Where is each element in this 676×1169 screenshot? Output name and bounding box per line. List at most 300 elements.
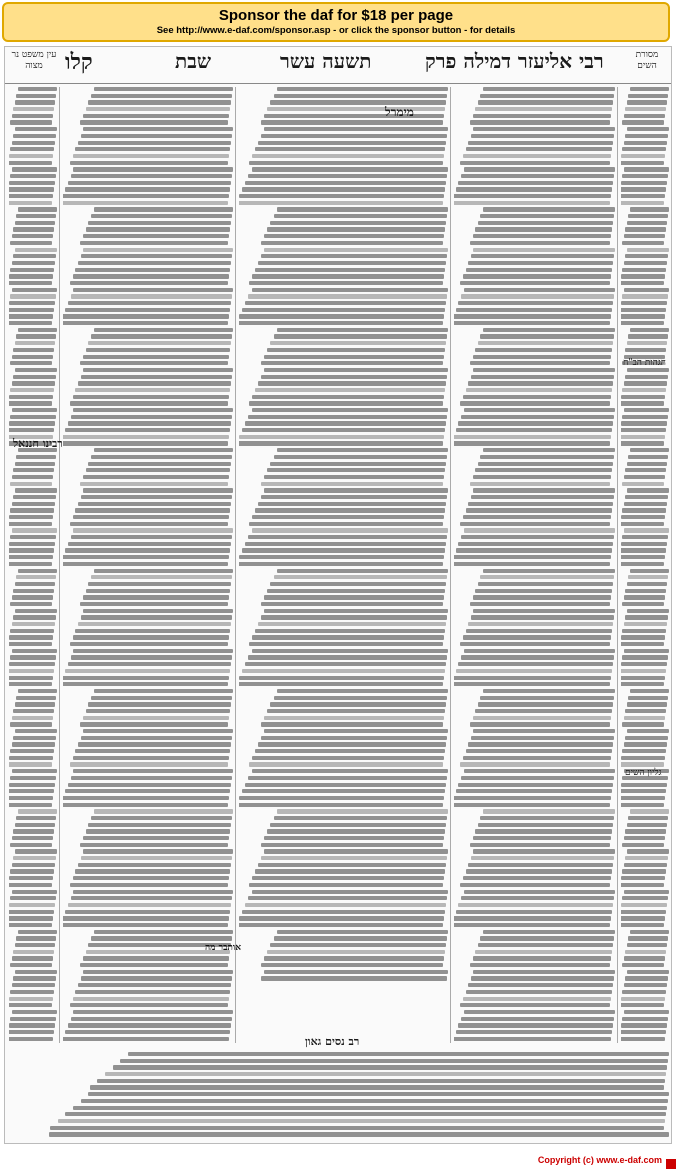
text-line	[264, 234, 444, 238]
text-line	[73, 890, 233, 894]
text-line	[245, 903, 446, 907]
text-line	[70, 1003, 228, 1007]
text-line	[68, 662, 231, 666]
text-line	[621, 401, 664, 405]
text-line	[624, 983, 667, 987]
text-line	[466, 990, 613, 994]
text-line	[274, 696, 447, 700]
text-line	[73, 274, 229, 278]
text-line	[628, 575, 668, 579]
text-line	[471, 254, 614, 258]
text-line	[621, 642, 664, 646]
text-line	[83, 475, 229, 479]
text-line	[9, 161, 52, 165]
text-line	[63, 555, 229, 559]
text-line	[470, 120, 610, 124]
text-line	[621, 669, 666, 673]
text-line	[83, 609, 233, 613]
text-line	[454, 441, 610, 445]
text-line	[625, 254, 668, 258]
text-line	[624, 716, 665, 720]
text-line	[242, 669, 445, 673]
text-line	[473, 970, 615, 974]
text-line	[9, 181, 55, 185]
tractate-name: שבת	[175, 49, 211, 73]
text-line	[627, 849, 669, 853]
text-line	[88, 702, 231, 706]
text-line	[12, 956, 53, 960]
text-line	[12, 528, 57, 532]
text-line	[621, 682, 664, 686]
text-line	[71, 655, 233, 659]
text-line	[470, 361, 610, 365]
copyright-notice[interactable]: Copyright (c) www.e-daf.com	[537, 1155, 662, 1165]
text-line	[94, 569, 233, 573]
text-line	[81, 976, 232, 980]
page-header	[5, 47, 671, 84]
text-line	[18, 207, 57, 211]
text-line	[9, 274, 53, 278]
text-line	[9, 301, 55, 305]
text-line	[624, 381, 667, 385]
text-line	[270, 943, 446, 947]
text-line	[483, 207, 615, 211]
text-line	[239, 682, 443, 686]
text-line	[454, 923, 610, 927]
right-margin-title: מסורת השים	[635, 50, 659, 71]
text-line	[83, 248, 233, 252]
text-line	[16, 816, 56, 820]
text-line	[239, 194, 444, 198]
text-line	[624, 595, 665, 599]
text-line	[83, 127, 233, 131]
text-line	[245, 421, 446, 425]
text-line	[58, 1119, 665, 1123]
text-line	[624, 649, 669, 653]
text-line	[624, 141, 667, 145]
text-line	[63, 562, 228, 566]
text-line	[625, 736, 668, 740]
text-line	[12, 408, 57, 412]
text-line	[478, 943, 613, 947]
text-line	[90, 1085, 664, 1089]
text-line	[622, 294, 668, 298]
text-line	[13, 107, 54, 111]
text-line	[466, 629, 613, 633]
text-line	[621, 441, 664, 445]
text-line	[249, 642, 443, 646]
text-line	[13, 950, 54, 954]
text-line	[10, 843, 52, 847]
text-line	[264, 970, 448, 974]
text-line	[252, 515, 444, 519]
text-line	[63, 1037, 229, 1041]
text-line	[63, 682, 228, 686]
text-line	[16, 455, 56, 459]
text-line	[621, 883, 664, 887]
text-line	[464, 890, 615, 894]
text-line	[248, 415, 447, 419]
text-line	[70, 642, 228, 646]
text-line	[9, 395, 53, 399]
text-line	[464, 167, 615, 171]
text-line	[461, 415, 614, 419]
text-line	[252, 635, 444, 639]
text-line	[621, 916, 665, 920]
text-line	[622, 1017, 668, 1021]
text-line	[621, 395, 665, 399]
text-line	[458, 783, 613, 787]
text-line	[10, 722, 52, 726]
text-line	[252, 154, 444, 158]
text-line	[73, 756, 229, 760]
text-line	[624, 622, 667, 626]
text-line	[478, 823, 613, 827]
text-line	[454, 555, 611, 559]
text-line	[621, 181, 667, 185]
text-line	[630, 809, 669, 813]
text-line	[81, 1099, 668, 1103]
text-line	[71, 535, 233, 539]
text-line	[9, 676, 53, 680]
text-line	[480, 214, 614, 218]
text-line	[10, 1017, 56, 1021]
text-line	[81, 375, 232, 379]
text-line	[458, 903, 613, 907]
text-line	[65, 428, 230, 432]
text-line	[94, 809, 233, 813]
text-line	[267, 468, 445, 472]
text-line	[458, 1023, 613, 1027]
text-line	[78, 983, 231, 987]
text-line	[91, 455, 232, 459]
text-line	[80, 963, 228, 967]
text-line	[454, 682, 610, 686]
text-line	[73, 769, 233, 773]
text-line	[621, 1037, 665, 1041]
text-line	[454, 321, 610, 325]
text-line	[470, 482, 610, 486]
text-line	[621, 1023, 667, 1027]
text-line	[480, 696, 614, 700]
text-line	[473, 355, 611, 359]
text-line	[628, 455, 668, 459]
text-line	[267, 107, 445, 111]
text-line	[249, 522, 443, 526]
text-line	[627, 488, 669, 492]
text-line	[86, 589, 231, 593]
text-line	[480, 816, 614, 820]
text-line	[252, 649, 448, 653]
text-line	[463, 154, 611, 158]
text-line	[80, 120, 228, 124]
text-line	[242, 548, 445, 552]
text-line	[458, 542, 613, 546]
text-line	[258, 742, 446, 746]
text-line	[88, 823, 231, 827]
text-line	[13, 736, 56, 740]
text-line	[15, 368, 57, 372]
text-line	[9, 542, 55, 546]
text-line	[621, 876, 665, 880]
text-line	[255, 749, 445, 753]
text-line	[248, 294, 447, 298]
text-line	[267, 709, 445, 713]
text-line	[78, 502, 231, 506]
text-line	[480, 455, 614, 459]
text-line	[252, 167, 448, 171]
text-line	[460, 522, 610, 526]
text-line	[261, 736, 447, 740]
text-line	[454, 1037, 611, 1041]
text-line	[81, 736, 232, 740]
text-line	[274, 455, 447, 459]
text-line	[12, 649, 57, 653]
text-line	[625, 468, 666, 472]
text-line	[78, 141, 231, 145]
text-line	[261, 722, 443, 726]
text-line	[239, 441, 443, 445]
text-line	[473, 595, 611, 599]
text-line	[81, 615, 232, 619]
text-line	[9, 916, 53, 920]
text-line	[88, 462, 231, 466]
text-line	[264, 836, 444, 840]
text-line	[264, 114, 444, 118]
text-line	[261, 976, 447, 980]
text-line	[624, 890, 669, 894]
text-line	[91, 696, 232, 700]
text-line	[252, 876, 444, 880]
text-line	[625, 856, 668, 860]
text-line	[16, 214, 56, 218]
tosafot-start-word: אותבר מה	[205, 943, 241, 953]
text-line	[480, 334, 614, 338]
text-line	[83, 956, 229, 960]
text-line	[15, 729, 57, 733]
text-line	[277, 689, 448, 693]
text-line	[13, 495, 56, 499]
text-line	[9, 321, 52, 325]
text-line	[473, 609, 615, 613]
text-line	[270, 702, 446, 706]
text-line	[13, 468, 54, 472]
text-line	[471, 134, 614, 138]
text-line	[277, 930, 448, 934]
text-line	[464, 1010, 615, 1014]
text-line	[12, 1010, 57, 1014]
text-line	[622, 535, 668, 539]
text-line	[78, 742, 231, 746]
text-line	[478, 341, 613, 345]
text-line	[78, 261, 231, 265]
text-line	[65, 789, 230, 793]
text-line	[15, 127, 57, 131]
text-line	[13, 254, 56, 258]
text-line	[475, 107, 612, 111]
left-margin-title: עין משפט נר מצוה	[11, 50, 57, 71]
text-line	[239, 321, 443, 325]
text-line	[245, 181, 446, 185]
text-line	[261, 120, 443, 124]
text-line	[73, 515, 229, 519]
text-line	[10, 963, 52, 967]
text-line	[473, 368, 615, 372]
text-line	[91, 94, 232, 98]
talmud-page	[4, 46, 672, 1144]
text-line	[625, 589, 666, 593]
text-line	[277, 87, 448, 91]
text-line	[83, 729, 233, 733]
text-line	[73, 395, 229, 399]
text-line	[9, 642, 52, 646]
text-line	[264, 127, 448, 131]
text-line	[252, 395, 444, 399]
text-line	[258, 141, 446, 145]
text-line	[478, 221, 613, 225]
text-line	[458, 301, 613, 305]
text-line	[81, 856, 232, 860]
text-line	[65, 187, 230, 191]
text-line	[622, 722, 664, 726]
text-line	[270, 221, 446, 225]
text-line	[9, 187, 54, 191]
text-line	[10, 749, 54, 753]
text-line	[622, 990, 666, 994]
text-line	[83, 849, 233, 853]
text-line	[10, 294, 56, 298]
text-line	[454, 435, 611, 439]
text-line	[458, 421, 613, 425]
text-line	[483, 87, 615, 91]
text-line	[625, 495, 668, 499]
text-line	[120, 1059, 668, 1063]
text-line	[65, 910, 230, 914]
text-line	[466, 268, 613, 272]
text-line	[71, 776, 233, 780]
text-line	[9, 308, 54, 312]
text-line	[622, 655, 668, 659]
text-line	[627, 221, 667, 225]
text-line	[628, 94, 668, 98]
text-line	[252, 288, 448, 292]
text-line	[264, 488, 448, 492]
text-line	[63, 194, 229, 198]
text-line	[628, 936, 668, 940]
text-line	[18, 328, 57, 332]
text-line	[9, 515, 53, 519]
text-line	[86, 829, 231, 833]
text-line	[621, 194, 665, 198]
text-line	[460, 762, 610, 766]
text-line	[624, 288, 669, 292]
text-line	[460, 161, 610, 165]
text-line	[456, 308, 612, 312]
text-line	[470, 963, 610, 967]
text-line	[264, 716, 444, 720]
text-line	[91, 214, 232, 218]
text-line	[621, 428, 666, 432]
text-line	[264, 475, 444, 479]
text-line	[12, 836, 53, 840]
text-line	[621, 635, 665, 639]
text-line	[12, 288, 57, 292]
text-line	[86, 107, 231, 111]
text-line	[252, 528, 448, 532]
sponsor-button[interactable]	[666, 1159, 676, 1169]
text-line	[18, 809, 57, 813]
sponsor-subtitle[interactable]: See http://www.e-daf.com/sponsor.asp - or click the sponsor button - for details	[156, 25, 516, 36]
text-line	[621, 421, 667, 425]
text-line	[9, 762, 52, 766]
text-line	[10, 361, 52, 365]
text-line	[239, 676, 444, 680]
text-line	[625, 976, 668, 980]
text-line	[627, 341, 667, 345]
text-line	[264, 956, 444, 960]
text-line	[10, 174, 56, 178]
text-line	[622, 147, 666, 151]
text-line	[621, 1003, 664, 1007]
text-line	[483, 930, 615, 934]
text-line	[249, 161, 443, 165]
text-line	[63, 803, 228, 807]
text-line	[83, 716, 229, 720]
text-line	[50, 1126, 664, 1130]
text-line	[249, 762, 443, 766]
text-line	[113, 1065, 667, 1069]
text-line	[9, 876, 53, 880]
text-line	[75, 629, 230, 633]
text-line	[83, 595, 229, 599]
text-line	[454, 676, 611, 680]
text-line	[622, 174, 668, 178]
text-line	[478, 100, 613, 104]
text-line	[627, 970, 669, 974]
text-line	[91, 334, 232, 338]
text-line	[13, 976, 56, 980]
text-line	[468, 261, 613, 265]
text-line	[621, 997, 665, 1001]
text-line	[456, 187, 612, 191]
text-line	[9, 428, 54, 432]
text-line	[86, 348, 231, 352]
text-line	[239, 923, 443, 927]
text-line	[9, 997, 53, 1001]
text-line	[480, 575, 614, 579]
text-line	[621, 301, 667, 305]
text-line	[91, 575, 232, 579]
text-line	[12, 742, 55, 746]
text-line	[261, 963, 443, 967]
sponsor-banner[interactable]	[2, 2, 670, 42]
text-line	[456, 669, 612, 673]
text-line	[468, 502, 613, 506]
text-line	[456, 910, 612, 914]
text-line	[83, 114, 229, 118]
text-line	[621, 522, 664, 526]
text-line	[94, 207, 233, 211]
text-line	[12, 355, 53, 359]
text-line	[15, 702, 55, 706]
text-line	[624, 475, 665, 479]
text-line	[466, 508, 613, 512]
text-line	[625, 615, 668, 619]
text-line	[18, 930, 57, 934]
text-line	[621, 676, 665, 680]
text-line	[261, 856, 447, 860]
text-line	[471, 375, 614, 379]
